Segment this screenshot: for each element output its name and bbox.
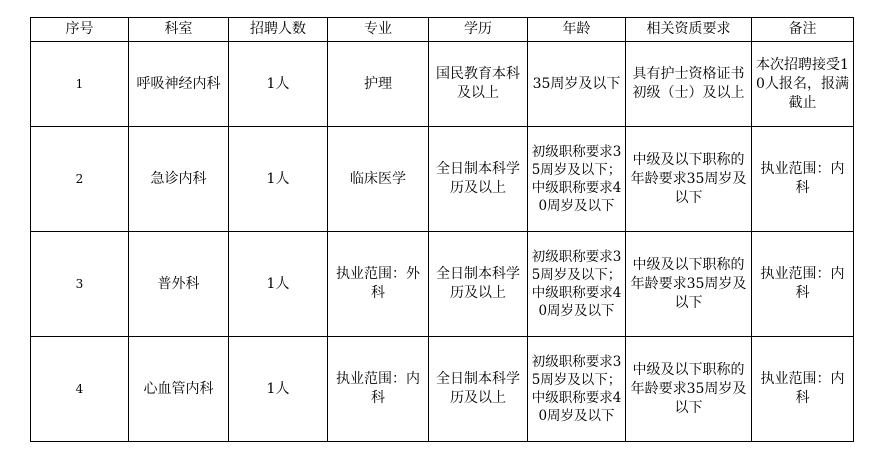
cell-no: 1 [31,42,129,127]
cell-dept: 普外科 [129,232,229,337]
cell-dept: 心血管内科 [129,337,229,442]
cell-remark: 执业范围：内科 [752,232,854,337]
header-education: 学历 [429,18,528,42]
cell-education: 全日制本科学历及以上 [429,127,528,232]
cell-age: 初级职称要求35周岁及以下；中级职称要求40周岁及以下 [528,337,626,442]
header-count: 招聘人数 [229,18,328,42]
header-no: 序号 [31,18,129,42]
cell-age: 初级职称要求35周岁及以下；中级职称要求40周岁及以下 [528,127,626,232]
cell-major: 执业范围：内科 [328,337,429,442]
cell-age: 35周岁及以下 [528,42,626,127]
cell-major: 护理 [328,42,429,127]
table-row [31,232,854,337]
header-dept: 科室 [129,18,229,42]
cell-dept: 急诊内科 [129,127,229,232]
cell-no: 3 [31,232,129,337]
cell-major: 执业范围：外科 [328,232,429,337]
cell-no: 4 [31,337,129,442]
cell-dept: 呼吸神经内科 [129,42,229,127]
cell-education: 全日制本科学历及以上 [429,232,528,337]
cell-qualification: 中级及以下职称的年龄要求35周岁及以下 [626,337,752,442]
header-major: 专业 [328,18,429,42]
recruitment-table [30,17,854,442]
cell-count: 1人 [229,337,328,442]
table-row [31,337,854,442]
header-remark: 备注 [752,18,854,42]
cell-qualification: 中级及以下职称的年龄要求35周岁及以下 [626,127,752,232]
cell-age: 初级职称要求35周岁及以下；中级职称要求40周岁及以下 [528,232,626,337]
cell-remark: 本次招聘接受10人报名，报满截止 [752,42,854,127]
cell-education: 全日制本科学历及以上 [429,337,528,442]
cell-count: 1人 [229,127,328,232]
cell-education: 国民教育本科及以上 [429,42,528,127]
cell-remark: 执业范围：内科 [752,127,854,232]
cell-qualification: 具有护士资格证书初级（士）及以上 [626,42,752,127]
cell-qualification: 中级及以下职称的年龄要求35周岁及以下 [626,232,752,337]
cell-count: 1人 [229,42,328,127]
header-row [31,18,854,42]
cell-major: 临床医学 [328,127,429,232]
cell-no: 2 [31,127,129,232]
table-row [31,42,854,127]
header-age: 年龄 [528,18,626,42]
table-row [31,127,854,232]
cell-remark: 执业范围：内科 [752,337,854,442]
cell-count: 1人 [229,232,328,337]
header-qualification: 相关资质要求 [626,18,752,42]
